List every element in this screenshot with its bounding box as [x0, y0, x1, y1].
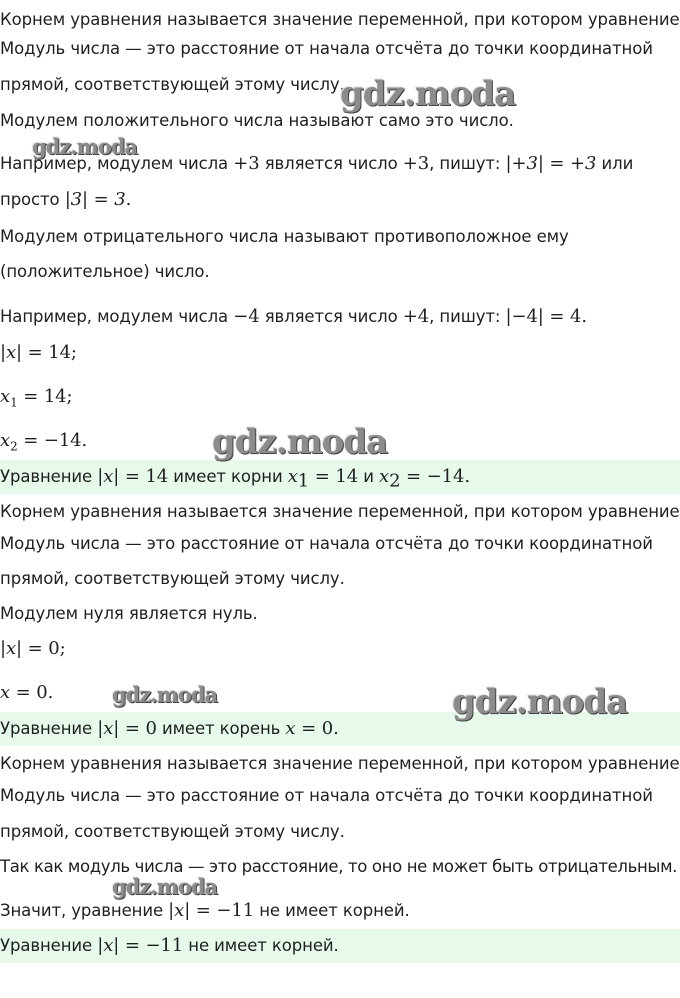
- text: Значит, уравнение: [0, 901, 169, 920]
- subscript: 2: [10, 439, 18, 454]
- math: +3: [402, 153, 430, 174]
- math: +3: [233, 153, 260, 174]
- text: Корнем уравнения называется значение переменной, при котором уравнение: [0, 10, 680, 29]
- answer-line-3: Уравнение |x| = −11 не имеет корней.: [0, 935, 339, 956]
- variable: x: [285, 718, 296, 739]
- math: | =: [82, 189, 115, 210]
- text: не имеет корней.: [254, 901, 410, 920]
- math: .: [464, 466, 470, 487]
- variable: x: [103, 466, 114, 487]
- math: 3: [585, 153, 597, 174]
- text: прямой, соответствующей этому числу.: [0, 75, 345, 94]
- watermark-logo: gdz.moda: [112, 682, 218, 707]
- watermark-logo: gdz.moda: [112, 874, 218, 899]
- distance-nonnegative-line: [0, 856, 677, 878]
- negative-modulus-line: [0, 226, 569, 248]
- subscript: 1: [10, 395, 18, 410]
- text: Модулем отрицательного числа называют противоположное ему: [0, 227, 569, 246]
- variable: x: [287, 466, 298, 487]
- text: Модулем нуля является нуль.: [0, 604, 258, 623]
- variable: x: [174, 900, 185, 921]
- math: | = 0: [113, 718, 157, 739]
- definition-root-line: [0, 9, 680, 31]
- text: Корнем уравнения называется значение переменной, при котором уравнение: [0, 502, 680, 521]
- math: = 14: [309, 466, 359, 487]
- math: |: [64, 189, 71, 210]
- math: 3: [70, 189, 83, 210]
- watermark-logo: gdz.moda: [32, 134, 138, 159]
- watermark-logo: gdz.moda: [452, 682, 628, 722]
- definition-root-line-2: [0, 501, 680, 523]
- equation-abs-x-0: |x| = 0;: [0, 638, 66, 659]
- math: .: [125, 189, 132, 210]
- math: |+: [505, 153, 527, 174]
- text: не имеет корней.: [183, 936, 339, 955]
- text: и: [358, 467, 380, 486]
- text: Например, модулем числа: [0, 154, 234, 173]
- equation-x2: [0, 430, 87, 458]
- variable: x: [103, 718, 114, 739]
- variable: x: [0, 682, 11, 703]
- text: прямой, соответствующей этому числу.: [0, 569, 345, 588]
- definition-modulus-line: [0, 38, 653, 60]
- watermark-logo: gdz.moda: [340, 74, 516, 114]
- text: прямой, соответствующей этому числу.: [0, 822, 345, 841]
- equation-abs-x-14: |x| = 14;: [0, 342, 77, 363]
- math: .: [333, 718, 339, 739]
- zero-modulus-line: [0, 603, 258, 625]
- math: | = −11: [113, 935, 184, 956]
- variable: x: [5, 638, 17, 659]
- definition-modulus-line-5: [0, 785, 653, 807]
- text: Например, модулем числа: [0, 307, 234, 326]
- math: | = 0;: [16, 638, 66, 659]
- math: = 0.: [10, 682, 54, 703]
- math: | = 14;: [16, 342, 77, 363]
- answer-line-1: Уравнение |x| = 14 имеет корни $x_1 = 14$ и $x_2 = -14$.: [0, 466, 470, 492]
- text: , пишут:: [429, 154, 506, 173]
- variable: x: [0, 386, 11, 407]
- text: является число: [259, 307, 403, 326]
- definition-root-line-3: [0, 753, 680, 775]
- conclusion-line: Значит, уравнение |x| = −11 не имеет корней.: [0, 900, 410, 921]
- math: = −14.: [17, 430, 88, 451]
- variable: x: [379, 466, 390, 487]
- example-negative-line: [0, 306, 587, 328]
- subscript: 2: [389, 470, 401, 492]
- text: Модулем положительного числа называют само это число.: [0, 111, 514, 130]
- math: 3: [114, 189, 126, 210]
- math: −4: [233, 306, 260, 327]
- text: имеет корни: [168, 467, 288, 486]
- math: | = 14: [113, 466, 169, 487]
- text: Так как модуль числа — это расстояние, то оно не может быть отрицательным.: [0, 857, 678, 876]
- text: имеет корень: [156, 719, 286, 738]
- equation-x1: [0, 386, 73, 414]
- math: +4: [402, 306, 430, 327]
- text: или: [596, 154, 634, 173]
- text: является число: [259, 154, 403, 173]
- math: = −14: [400, 466, 465, 487]
- negative-modulus-line-2: [0, 261, 210, 283]
- definition-modulus-line-3: [0, 533, 653, 555]
- subscript: 1: [297, 470, 310, 492]
- definition-modulus-line-6: [0, 821, 345, 843]
- math: 3: [526, 153, 538, 174]
- text: Уравнение: [0, 936, 98, 955]
- example-simple-line: [0, 189, 131, 211]
- math: |−4| = 4.: [505, 306, 587, 327]
- variable: x: [5, 342, 17, 363]
- equation-x-0: [0, 682, 53, 704]
- text: Модуль числа — это расстояние от начала отсчёта до точки координатной: [0, 786, 653, 805]
- math: | = +: [537, 153, 585, 174]
- variable: x: [103, 935, 114, 956]
- text: Уравнение: [0, 719, 98, 738]
- answer-line-2: Уравнение |x| = 0 имеет корень x = 0.: [0, 718, 339, 739]
- math: = 14;: [17, 386, 73, 407]
- math: | = −11: [184, 900, 255, 921]
- math: = 0: [295, 718, 334, 739]
- watermark-logo: gdz.moda: [212, 422, 388, 462]
- variable: x: [0, 430, 11, 451]
- text: Уравнение: [0, 467, 98, 486]
- text: (положительное) число.: [0, 262, 210, 281]
- text: Корнем уравнения называется значение переменной, при котором уравнение: [0, 754, 680, 773]
- text: Модуль числа — это расстояние от начала отсчёта до точки координатной: [0, 39, 653, 58]
- text: , пишут:: [429, 307, 506, 326]
- text: Модуль числа — это расстояние от начала отсчёта до точки координатной: [0, 534, 653, 553]
- definition-modulus-line-4: [0, 568, 345, 590]
- definition-modulus-line-2: [0, 74, 345, 96]
- text: просто: [0, 190, 65, 209]
